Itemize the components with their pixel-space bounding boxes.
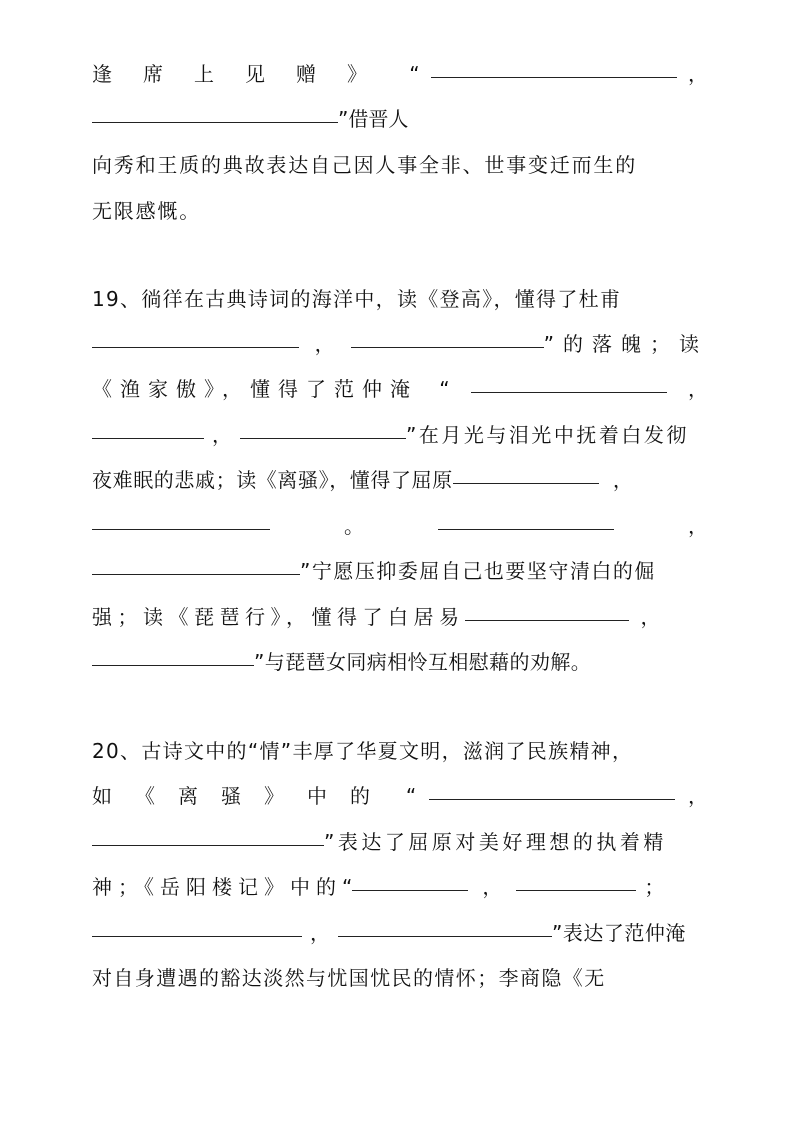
- q19-text-3: 《渔家傲》，懂得了范仲淹: [92, 377, 418, 401]
- semicolon: ；: [644, 875, 665, 899]
- q19-line-8: [92, 602, 708, 632]
- answer-blank[interactable]: [471, 372, 667, 393]
- answer-blank[interactable]: [240, 418, 406, 439]
- q18-line-1: [92, 59, 708, 89]
- q20-text-5: ”表达了范仲淹: [552, 921, 686, 945]
- q19-text-7: 强；读《琵琶行》，懂得了白居易: [92, 605, 465, 629]
- q19-line-2: [92, 329, 708, 359]
- q18-text-4: 无限感慨。: [92, 199, 201, 223]
- answer-blank[interactable]: [338, 916, 552, 937]
- q19-line-4: [92, 420, 708, 450]
- q20-line-6: 对自身遭遇的豁达淡然与忧国忧民的情怀；李商隐《无: [92, 966, 606, 990]
- answer-blank[interactable]: [453, 463, 599, 484]
- answer-blank[interactable]: [92, 102, 338, 123]
- q19-line-6: [92, 511, 708, 541]
- answer-blank[interactable]: [516, 870, 636, 891]
- comma: ，: [212, 423, 232, 447]
- period: 。: [344, 514, 364, 538]
- comma: ，: [688, 514, 708, 538]
- q20-line-2: [92, 781, 708, 811]
- q20-line-4: [92, 872, 708, 902]
- answer-blank[interactable]: [429, 779, 675, 800]
- q19-text-6: ”宁愿压抑委屈自己也要坚守清白的倔: [300, 559, 656, 583]
- q20-line-3: [92, 827, 708, 857]
- answer-blank[interactable]: [465, 600, 629, 621]
- answer-blank[interactable]: [351, 327, 544, 348]
- q19-line-7: [92, 556, 708, 586]
- q19-line-9: [92, 647, 708, 677]
- answer-blank[interactable]: [92, 327, 299, 348]
- comma: ，: [688, 784, 708, 808]
- q20-line-1: 20、古诗文中的“情”丰厚了华夏文明，滋润了民族精神，: [92, 739, 634, 763]
- q20-text-4: 神；《岳阳楼记》中的: [92, 875, 342, 899]
- answer-blank[interactable]: [92, 916, 302, 937]
- q20-text-2: 如《离骚》中的: [92, 784, 393, 808]
- q19-line-1: 19、徜徉在古典诗词的海洋中，读《登高》，懂得了杜甫: [92, 287, 622, 311]
- open-quote: “: [342, 875, 353, 899]
- q20-text-3: ”表达了屈原对美好理想的执着精: [324, 830, 667, 854]
- answer-blank[interactable]: [431, 57, 677, 78]
- answer-blank[interactable]: [92, 554, 300, 575]
- open-quote: “: [409, 62, 420, 86]
- comma: ，: [310, 921, 330, 945]
- comma: ，: [482, 875, 503, 899]
- comma: ，: [314, 332, 335, 356]
- comma: ，: [640, 605, 661, 629]
- q19-text-4: ”在月光与泪光中抚着白发彻: [406, 423, 689, 447]
- answer-blank[interactable]: [352, 870, 468, 891]
- comma: ，: [687, 377, 708, 401]
- q18-text-1: 逢席上见赠》: [92, 62, 398, 86]
- answer-blank[interactable]: [92, 825, 324, 846]
- q19-text-8: ”与琵琶女同病相怜互相慰藉的劝解。: [254, 650, 592, 674]
- comma: ，: [687, 62, 708, 86]
- open-quote: “: [405, 784, 417, 808]
- q19-line-5: [92, 465, 708, 495]
- q20-line-5: [92, 918, 708, 948]
- q19-text-5: 夜难眠的悲戚；读《离骚》，懂得了屈原: [92, 468, 453, 492]
- q18-text-2: ”借晋人: [338, 107, 409, 131]
- q18-line-2: [92, 104, 708, 134]
- comma: ，: [612, 468, 633, 492]
- answer-blank[interactable]: [438, 509, 614, 530]
- answer-blank[interactable]: [92, 509, 270, 530]
- answer-blank[interactable]: [92, 418, 204, 439]
- q18-text-3: 向秀和王质的典故表达自己因人事全非、世事变迁而生的: [92, 153, 637, 177]
- open-quote: “: [439, 377, 450, 401]
- q19-line-3: [92, 374, 708, 404]
- answer-blank[interactable]: [92, 645, 254, 666]
- q19-text-2: ”的落魄；读: [543, 332, 708, 356]
